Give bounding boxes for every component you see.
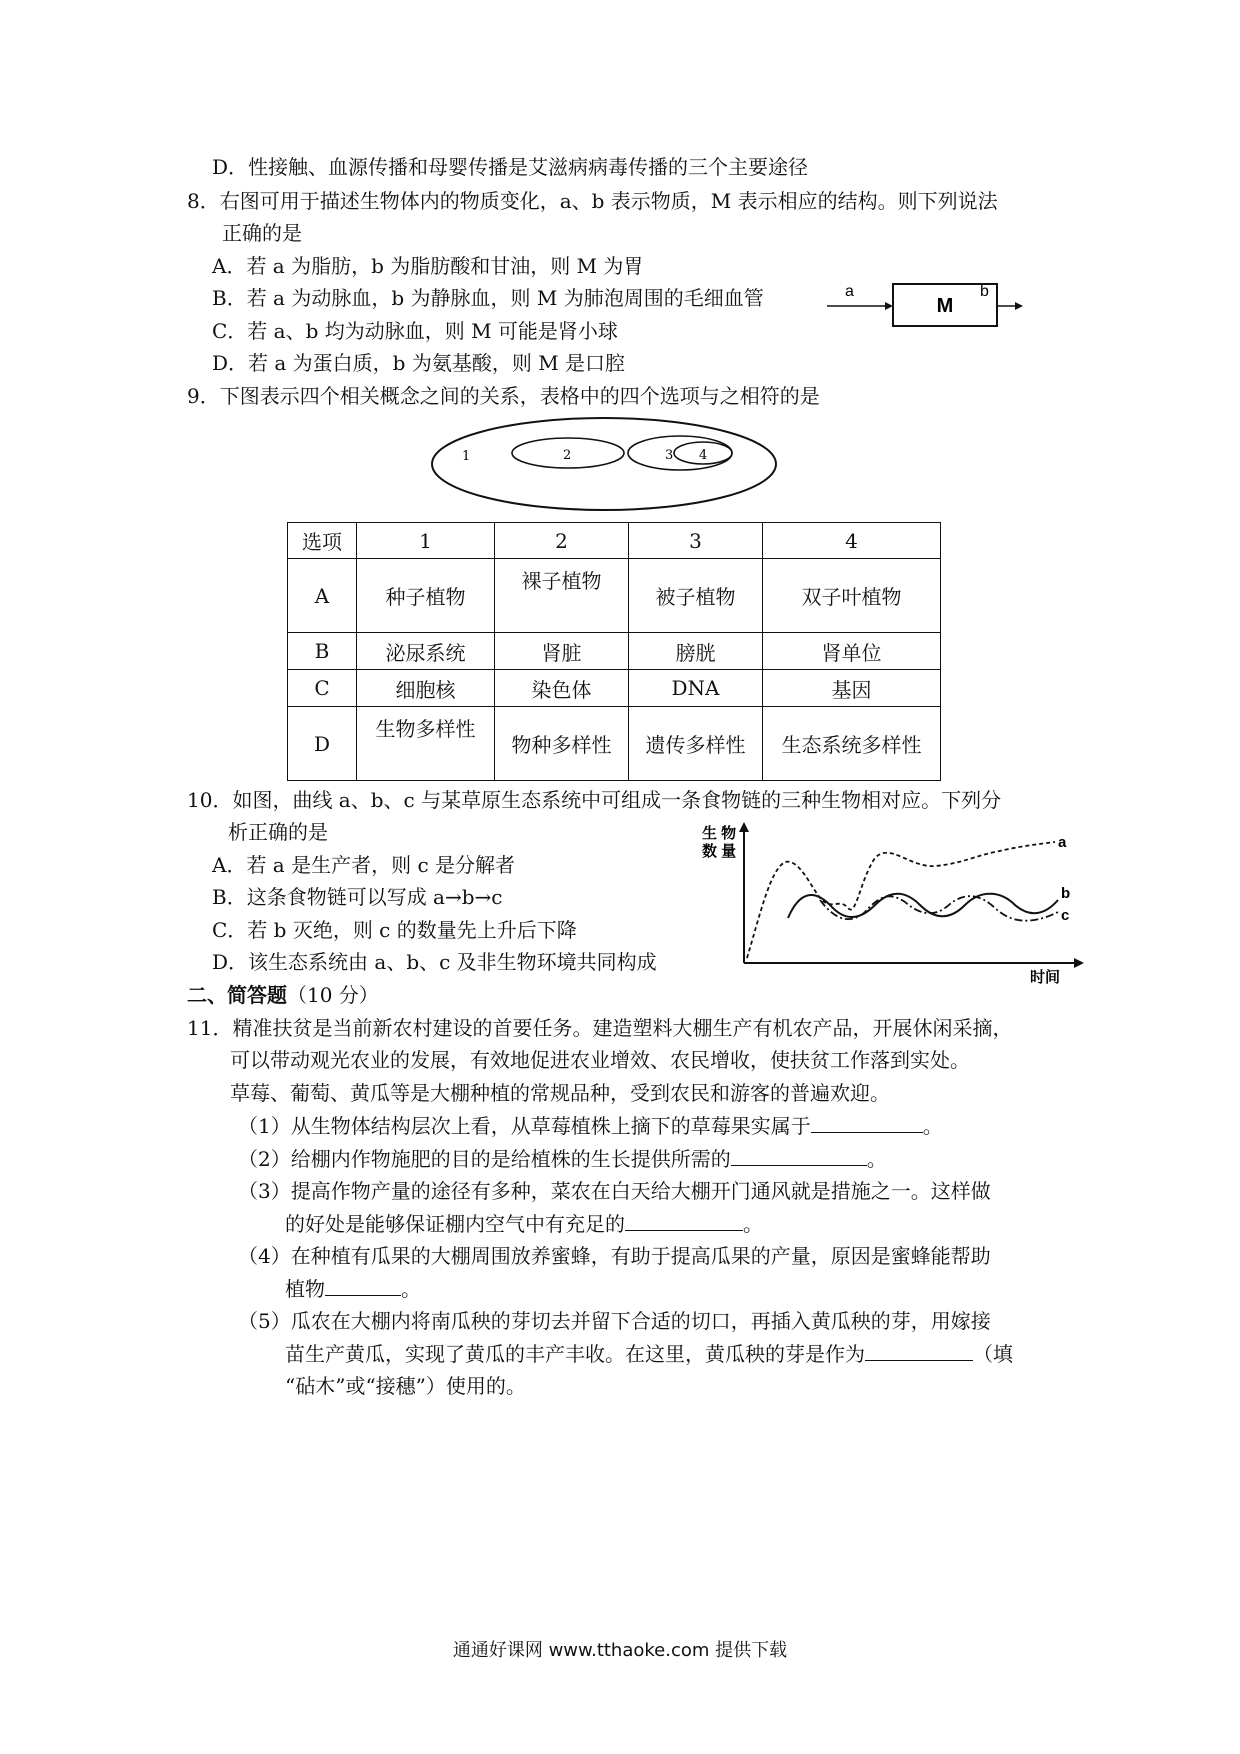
q9-ellipse-diagram [428,414,780,514]
q8-option-b: B．若 a 为动脉血，b 为静脉血，则 M 为肺泡周围的毛细血管 [212,286,764,310]
q8-option-a: A．若 a 为脂肪，b 为脂肪酸和甘油，则 M 为胃 [212,254,644,278]
table-header-cell: 选项 [288,523,357,559]
q11-sub5-text: 苗生产黄瓜，实现了黄瓜的丰产丰收。在这里，黄瓜秧的芽是作为 [285,1342,865,1366]
table-cell: B [288,633,357,670]
q11-sub3-text: 的好处是能够保证棚内空气中有充足的 [285,1212,625,1236]
q8-diagram-b: b [980,283,989,300]
table-header-cell: 1 [357,523,495,559]
answer-blank-3[interactable] [625,1210,743,1231]
graph-ylabel-line2: 数 量 [702,843,737,860]
q11-sub3-line1: （3）提高作物产量的途径有多种，菜农在白天给大棚开门通风就是措施之一。这样做 [238,1179,991,1203]
q11-sub3-line2 [285,1210,763,1237]
q11-sub5-end: （填 [973,1342,1013,1366]
q11-sub2-end: 。 [866,1147,887,1171]
answer-blank-2[interactable] [731,1145,867,1166]
q11-para-line3: 草莓、葡萄、黄瓜等是大棚种植的常规品种，受到农民和游客的普遍欢迎。 [230,1081,890,1105]
curve-label-c: c [1061,907,1070,924]
q10-option-a: A．若 a 是生产者，则 c 是分解者 [212,853,515,877]
q11-sub1-text: （1）从生物体结构层次上看，从草莓植株上摘下的草莓果实属于 [238,1114,811,1138]
table-row [288,633,941,670]
q11-sub4-end: 。 [401,1277,421,1301]
graph-ylabel-line1: 生 物 [702,825,737,842]
table-cell: 遗传多样性 [629,707,763,781]
ellipse-label-2: 2 [563,448,572,463]
q11-sub2 [238,1145,887,1172]
q11-para-line2: 可以带动观光农业的发展，有效地促进农业增效、农民增收，使扶贫工作落到实处。 [230,1048,970,1072]
q10-stem-cont: 析正确的是 [228,820,328,844]
q11-sub3-end: 。 [743,1212,763,1236]
q8-stem: 8．右图可用于描述生物体内的物质变化，a、b 表示物质，M 表示相应的结构。则下列说法 [187,189,998,213]
table-cell: 种子植物 [357,559,495,633]
q11-para-line1: 11．精准扶贫是当前新农村建设的首要任务。建造塑料大棚生产有机农产品，开展休闲采摘， [187,1016,1013,1040]
q11-sub4-line1: （4）在种植有瓜果的大棚周围放养蜜蜂，有助于提高瓜果的产量，原因是蜜蜂能帮助 [238,1244,991,1268]
table-cell: D [288,707,357,781]
ellipse-label-4: 4 [699,448,708,463]
q8-arrow-diagram [825,276,1025,334]
table-cell: 染色体 [495,670,629,707]
q8-diagram-m: M [936,295,954,317]
q11-sub4-line2 [285,1275,421,1302]
q7-option-d: D．性接触、血源传播和母婴传播是艾滋病病毒传播的三个主要途径 [212,155,809,179]
table-cell: 肾单位 [763,633,941,670]
answer-blank-1[interactable] [811,1112,923,1133]
table-cell: 生态系统多样性 [763,707,941,781]
q11-sub5-line2 [285,1340,1013,1367]
table-header-cell: 3 [629,523,763,559]
table-row [288,707,941,781]
q11-sub5-line3: “砧木”或“接穗”）使用的。 [285,1374,526,1398]
q9-stem: 9．下图表示四个相关概念之间的关系，表格中的四个选项与之相符的是 [187,384,820,408]
q10-population-graph [700,820,1100,990]
ellipse-label-3: 3 [665,448,674,463]
table-cell: 物种多样性 [495,707,629,781]
q11-sub5-line1: （5）瓜农在大棚内将南瓜秧的芽切去并留下合适的切口，再插入黄瓜秧的芽，用嫁接 [238,1309,991,1333]
q10-option-b: B．这条食物链可以写成 a→b→c [212,885,503,909]
ellipse-label-1: 1 [462,449,471,464]
table-cell: 生物多样性 [357,707,495,781]
table-header-cell: 4 [763,523,941,559]
table-cell: 基因 [763,670,941,707]
q11-sub1 [238,1112,943,1139]
q10-option-d: D．该生态系统由 a、b、c 及非生物环境共同构成 [212,950,657,974]
q10-stem: 10．如图，曲线 a、b、c 与某草原生态系统中可组成一条食物链的三种生物相对应。下列分 [187,788,1002,812]
curve-b [788,894,1058,918]
table-header-row [288,523,941,559]
q11-sub4-text: 植物 [285,1277,325,1301]
table-cell: 肾脏 [495,633,629,670]
section-2-title: 二、简答题 [187,983,287,1007]
graph-xlabel: 时间 [1030,969,1061,986]
table-cell: 细胞核 [357,670,495,707]
table-cell: 裸子植物 [495,559,629,633]
table-cell: 泌尿系统 [357,633,495,670]
curve-label-b: b [1061,885,1071,902]
table-cell: 膀胱 [629,633,763,670]
table-row [288,670,941,707]
curve-label-a: a [1058,834,1067,851]
q11-sub1-end: 。 [922,1114,943,1138]
table-row [288,559,941,633]
table-cell: 双子叶植物 [763,559,941,633]
q10-option-c: C．若 b 灭绝，则 c 的数量先上升后下降 [212,918,577,942]
q8-option-c: C．若 a、b 均为动脉血，则 M 可能是肾小球 [212,319,618,343]
answer-blank-4[interactable] [325,1275,401,1296]
table-header-cell: 2 [495,523,629,559]
section-2-heading [187,982,379,1008]
q11-sub2-text: （2）给棚内作物施肥的目的是给植株的生长提供所需的 [238,1147,731,1171]
table-cell: A [288,559,357,633]
q8-stem-cont: 正确的是 [222,221,302,245]
table-cell: DNA [629,670,763,707]
page-footer: 通通好课网 www.tthaoke.com 提供下载 [452,1640,788,1661]
answer-blank-5[interactable] [865,1340,973,1361]
section-2-score: （10 分） [287,983,379,1007]
q8-option-d: D．若 a 为蛋白质，b 为氨基酸，则 M 是口腔 [212,351,626,375]
table-cell: 被子植物 [629,559,763,633]
q8-diagram-a: a [845,283,854,300]
table-cell: C [288,670,357,707]
q9-options-table [287,522,941,781]
